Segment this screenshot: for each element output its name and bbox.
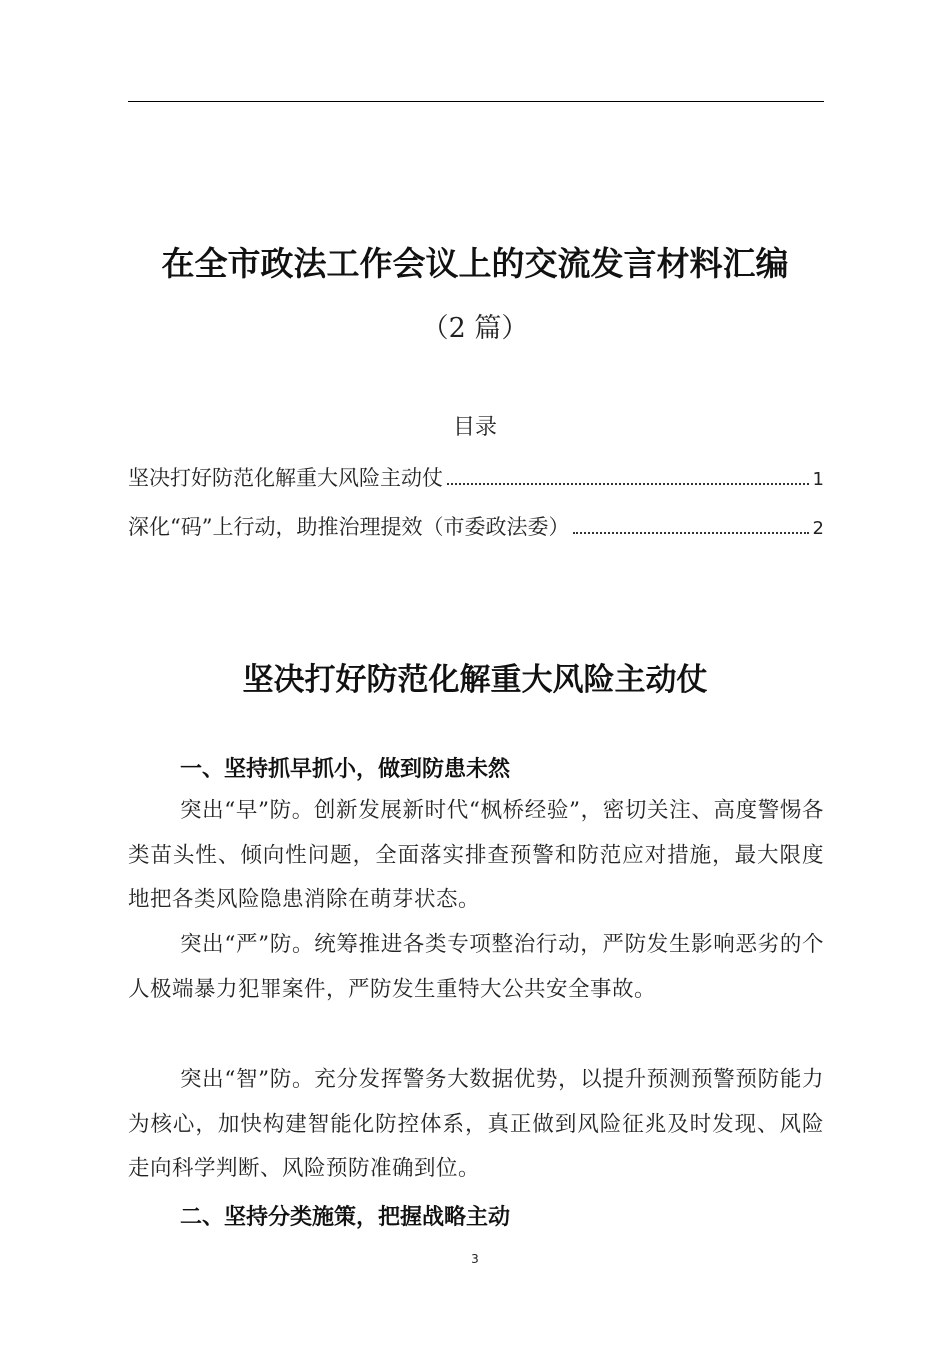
document-subtitle: （2 篇） — [421, 313, 529, 344]
toc-entry-text: 深化“码”上行动，助推治理提效（市委政法委） — [128, 515, 570, 539]
toc-leader-dots — [573, 532, 808, 534]
toc-entry-text: 坚决打好防范化解重大风险主动仗 — [128, 466, 443, 490]
page-number: 3 — [471, 1252, 479, 1266]
article-title: 坚决打好防范化解重大风险主动仗 — [242, 662, 708, 698]
toc-leader-dots — [447, 483, 809, 485]
toc-heading: 目录 — [452, 415, 497, 440]
paragraph-3: 突出“智”防。充分发挥警务大数据优势，以提升预测预警预防能力为核心，加快构建智能化防控体系，真正做到风险征兆及时发现、风险走向科学判断、风险预防准确到位。 — [128, 1067, 824, 1181]
paragraph-2: 突出“严”防。统筹推进各类专项整治行动，严防发生影响恶劣的个人极端暴力犯罪案件，严防发生重特大公共安全事故。 — [128, 932, 824, 1002]
paragraph-1: 突出“早”防。创新发展新时代“枫桥经验”，密切关注、高度警惕各类苗头性、倾向性问题，全面落实排查预警和防范应对措施，最大限度地把各类风险隐患消除在萌芽状态。 — [128, 798, 824, 912]
header-rule — [128, 101, 824, 102]
document-title: 在全市政法工作会议上的交流发言材料汇编 — [161, 244, 789, 283]
section-heading-1: 一、坚持抓早抓小，做到防患未然 — [180, 757, 511, 782]
section-heading-2: 二、坚持分类施策，把握战略主动 — [180, 1205, 511, 1230]
toc-entry-1[interactable] — [128, 462, 824, 492]
toc-entry-2[interactable] — [128, 511, 824, 541]
toc-entry-page: 2 — [812, 518, 824, 539]
toc-entry-page: 1 — [812, 469, 824, 490]
